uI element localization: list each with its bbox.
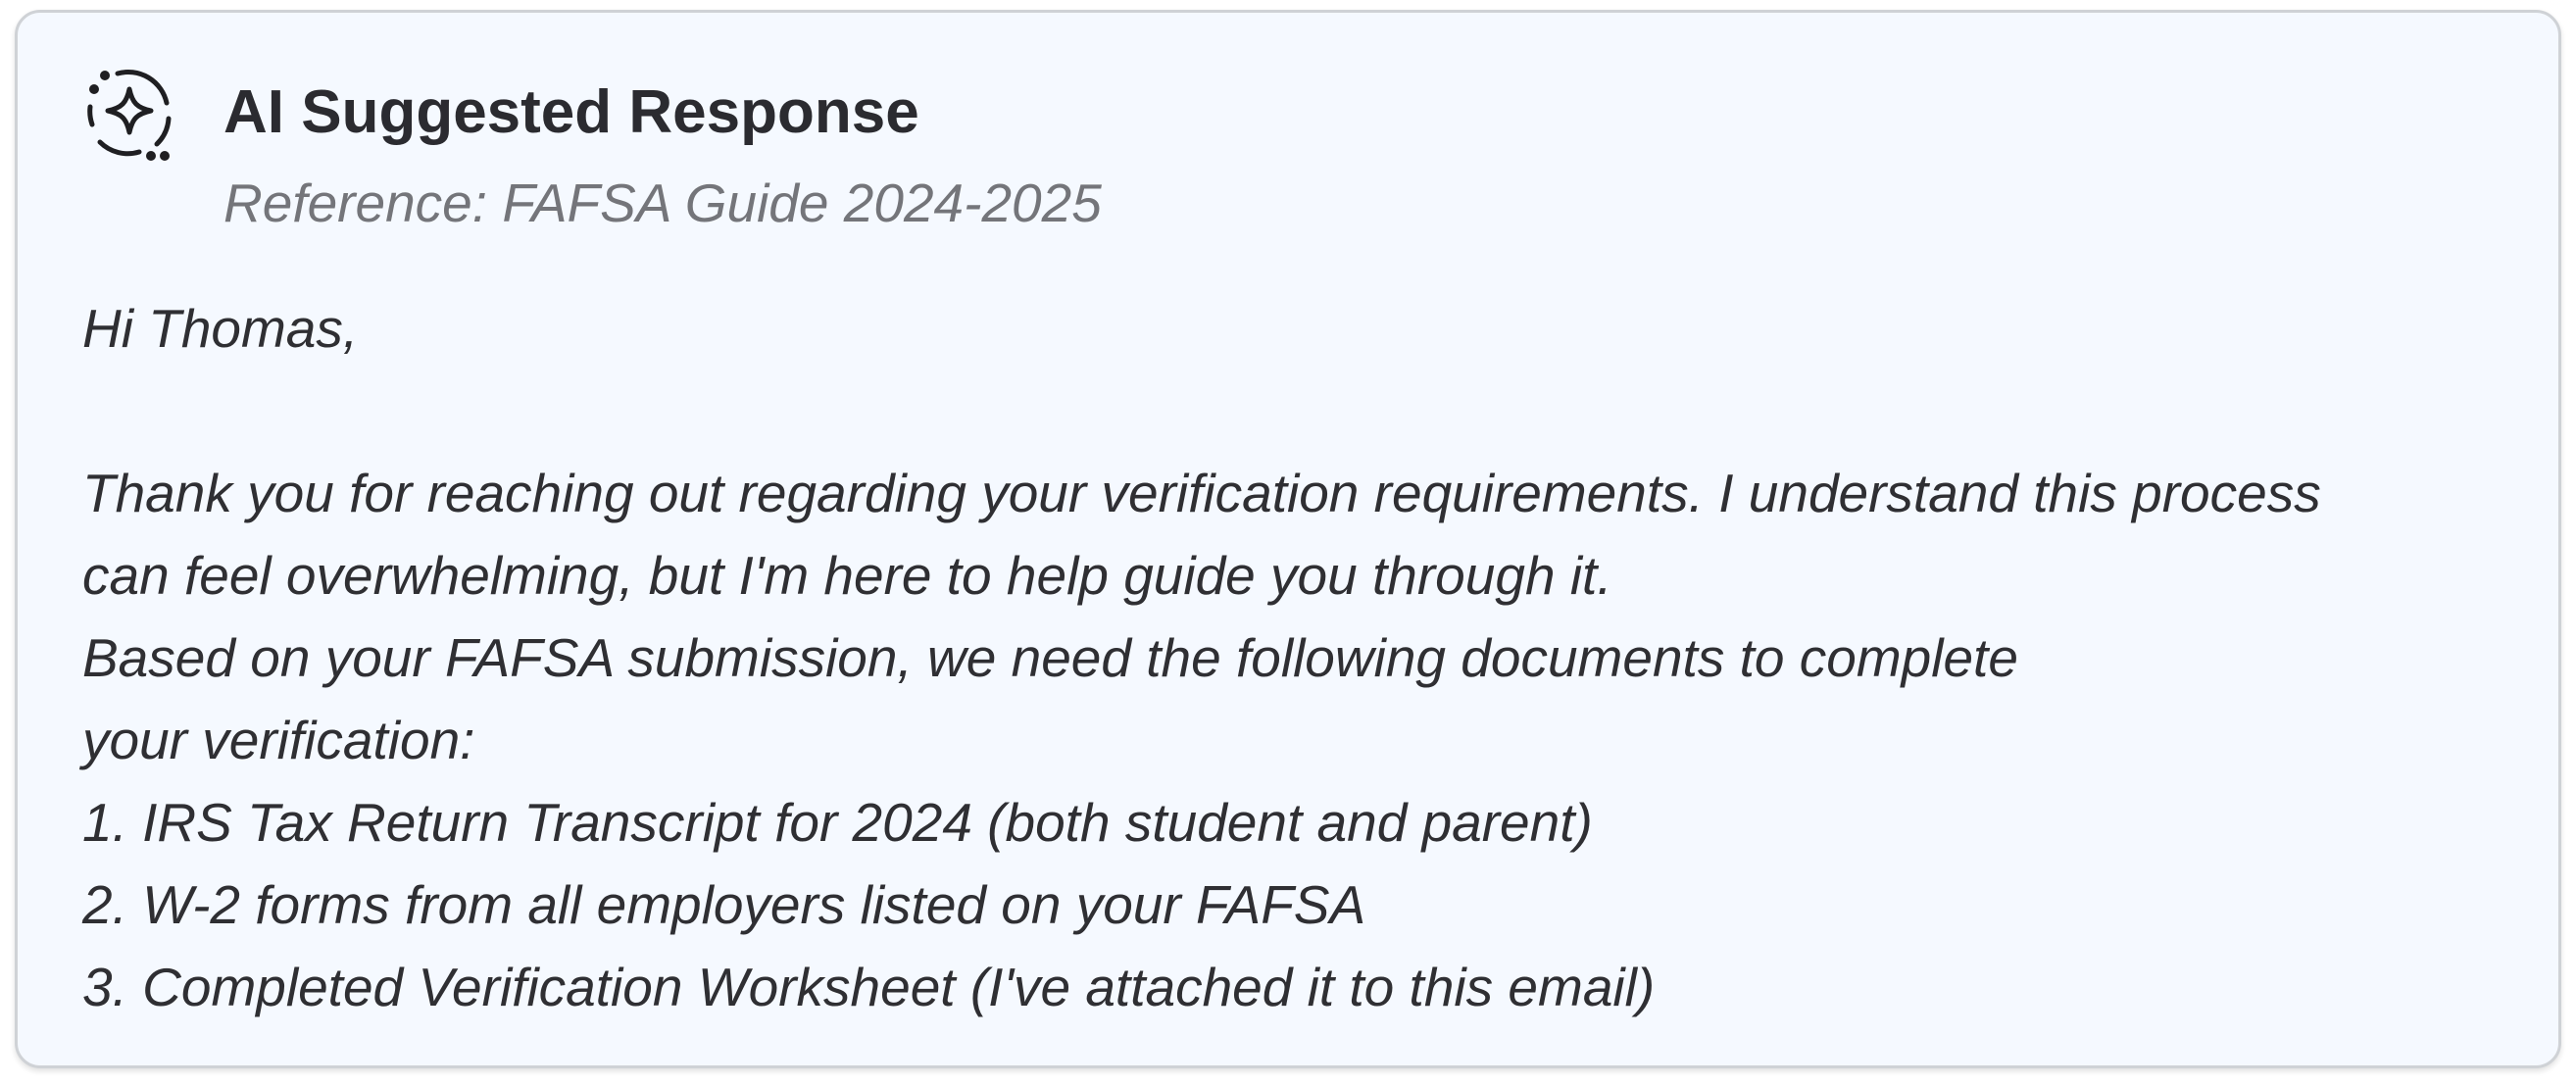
message-line: Thank you for reaching out regarding your verification requirements. I understand this process xyxy=(82,463,2321,523)
message-line: Based on your FAFSA submission, we need the following documents to complete xyxy=(82,627,2018,688)
document-list-item: 1. IRS Tax Return Transcript for 2024 (both student and parent) xyxy=(82,792,1593,853)
ai-suggested-response-card xyxy=(15,10,2561,1068)
message-greeting: Hi Thomas, xyxy=(82,298,359,359)
suggested-message-body xyxy=(82,287,2533,1028)
document-list-item: 3. Completed Verification Worksheet (I've attached it to this email) xyxy=(82,957,1656,1017)
sparkle-icon xyxy=(78,62,180,164)
message-line: your verification: xyxy=(82,710,475,770)
reference-label: Reference: FAFSA Guide 2024-2025 xyxy=(223,173,1102,233)
message-blank-line xyxy=(82,370,2533,452)
message-line: can feel overwhelming, but I'm here to help guide you through it. xyxy=(82,545,1612,606)
panel-title: AI Suggested Response xyxy=(223,78,919,146)
document-list-item: 2. W-2 forms from all employers listed on your FAFSA xyxy=(82,874,1366,935)
